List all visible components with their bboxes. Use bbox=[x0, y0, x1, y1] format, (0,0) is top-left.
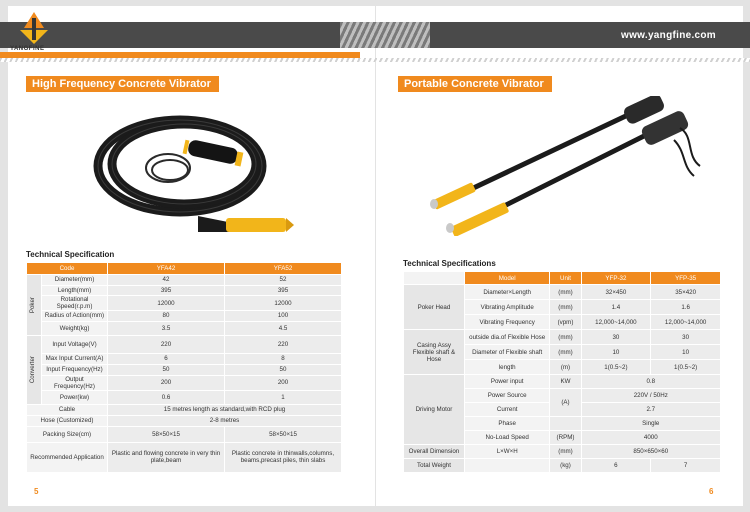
page-number-right: 6 bbox=[709, 487, 714, 496]
row-label: Current bbox=[464, 403, 550, 417]
cell: 220V / 50Hz bbox=[581, 389, 720, 403]
cell: 0.8 bbox=[581, 375, 720, 389]
row-label-overall: Overall Dimension bbox=[404, 445, 465, 459]
group-poker: Poker bbox=[27, 275, 42, 336]
cell: 200 bbox=[225, 375, 342, 390]
cell: 58×50×15 bbox=[225, 426, 342, 442]
cell-unit: (m) bbox=[550, 360, 581, 375]
col-header-model: Model bbox=[464, 272, 550, 285]
cell: Single bbox=[581, 417, 720, 431]
row-label: outside dia.of Flexible Hose bbox=[464, 330, 550, 345]
cell: 50 bbox=[108, 364, 225, 375]
section-title-high-frequency: High Frequency Concrete Vibrator bbox=[26, 76, 219, 92]
cell: 1.6 bbox=[651, 300, 721, 315]
cell: 100 bbox=[225, 311, 342, 322]
cell-unit: (mm) bbox=[550, 345, 581, 360]
cell-overall-param: L×W×H bbox=[464, 445, 550, 459]
cell: 200 bbox=[108, 375, 225, 390]
row-label: No-Load Speed bbox=[464, 431, 550, 445]
cell: 32×450 bbox=[581, 285, 651, 300]
cell-cable: 15 metres length as standard,with RCD plug bbox=[108, 404, 342, 415]
group-casing: Casing Assy Flexible shaft & Hose bbox=[404, 330, 465, 375]
row-label: Power input bbox=[464, 375, 550, 389]
cell-unit: (mm) bbox=[550, 330, 581, 345]
row-label: Radius of Action(mm) bbox=[42, 311, 108, 322]
cell-unit: (mm) bbox=[550, 445, 581, 459]
portable-vibrator-image bbox=[424, 96, 714, 236]
row-label: Phase bbox=[464, 417, 550, 431]
cell: 0.6 bbox=[108, 390, 225, 404]
section-title-portable: Portable Concrete Vibrator bbox=[398, 76, 552, 92]
cell: 6 bbox=[581, 459, 651, 473]
website-url[interactable]: www.yangfine.com bbox=[621, 30, 716, 41]
cell-unit: (mm) bbox=[550, 300, 581, 315]
col-header-code: Code bbox=[27, 263, 108, 275]
row-label: Length(mm) bbox=[42, 285, 108, 296]
cell: 8 bbox=[225, 353, 342, 364]
row-label: Vibrating Amplitude bbox=[464, 300, 550, 315]
brand-name: YANGFINE bbox=[10, 46, 45, 52]
cell: 30 bbox=[581, 330, 651, 345]
cell: 2.7 bbox=[581, 403, 720, 417]
row-label: Max Input Current(A) bbox=[42, 353, 108, 364]
row-label: Output Frequency(Hz) bbox=[42, 375, 108, 390]
row-label: Input Frequency(Hz) bbox=[42, 364, 108, 375]
cell-unit: (vpm) bbox=[550, 315, 581, 330]
cell: 12,000~14,000 bbox=[651, 315, 721, 330]
cell: Plastic concrete in thinwalls,columns, beams,precast piles, thin slabs bbox=[225, 442, 342, 472]
cell: 6 bbox=[108, 353, 225, 364]
cell: 1 bbox=[225, 390, 342, 404]
cell: 10 bbox=[581, 345, 651, 360]
col-header-yfp32: YFP-32 bbox=[581, 272, 651, 285]
cell: 58×50×15 bbox=[108, 426, 225, 442]
col-header-empty bbox=[404, 272, 465, 285]
cell: 50 bbox=[225, 364, 342, 375]
cell-unit: (A) bbox=[550, 389, 581, 417]
cell: 4.5 bbox=[225, 321, 342, 335]
row-label: Diameter(mm) bbox=[42, 275, 108, 286]
row-label: Power Source bbox=[464, 389, 550, 403]
cell-unit: KW bbox=[550, 375, 581, 389]
cell-empty bbox=[464, 459, 550, 473]
spec-table-right bbox=[403, 271, 721, 473]
col-header-yfa52: YFA52 bbox=[225, 263, 342, 275]
row-label: Diameter of Flexible shaft bbox=[464, 345, 550, 360]
cell: 4000 bbox=[581, 431, 720, 445]
spec-title-left: Technical Specification bbox=[26, 250, 115, 259]
cell: 12000 bbox=[108, 296, 225, 311]
cell-unit: (mm) bbox=[550, 285, 581, 300]
cell: 52 bbox=[225, 275, 342, 286]
row-label: Vibrating Frequency bbox=[464, 315, 550, 330]
col-header-yfa42: YFA42 bbox=[108, 263, 225, 275]
cell: 220 bbox=[225, 335, 342, 353]
cell: 7 bbox=[651, 459, 721, 473]
cell: 1.4 bbox=[581, 300, 651, 315]
col-header-yfp35: YFP-35 bbox=[651, 272, 721, 285]
row-label-weight: Total Weight bbox=[404, 459, 465, 473]
page-number-left: 5 bbox=[34, 487, 39, 496]
group-poker-head: Poker Head bbox=[404, 285, 465, 330]
cell: 42 bbox=[108, 275, 225, 286]
row-label: Rotational Speed(r.p.m) bbox=[42, 296, 108, 311]
spec-table-left bbox=[26, 262, 342, 473]
col-header-unit: Unit bbox=[550, 272, 581, 285]
row-label: Power(kw) bbox=[42, 390, 108, 404]
cell: 220 bbox=[108, 335, 225, 353]
cell: 12000 bbox=[225, 296, 342, 311]
brand-logo bbox=[10, 10, 58, 50]
cell: 3.5 bbox=[108, 321, 225, 335]
cell-unit bbox=[550, 417, 581, 431]
row-label-hose: Hose (Customized) bbox=[27, 415, 108, 426]
cell: 1(0.5~2) bbox=[651, 360, 721, 375]
cell: Plastic and flowing concrete in very thin plate,beam bbox=[108, 442, 225, 472]
row-label-cable: Cable bbox=[27, 404, 108, 415]
cell: 35×420 bbox=[651, 285, 721, 300]
cell: 10 bbox=[651, 345, 721, 360]
cell-hose: 2-8 metres bbox=[108, 415, 342, 426]
cell-unit: (kg) bbox=[550, 459, 581, 473]
spec-title-right: Technical Specifications bbox=[403, 259, 496, 268]
cell: 395 bbox=[225, 285, 342, 296]
row-label: Diameter×Length bbox=[464, 285, 550, 300]
high-frequency-vibrator-image bbox=[88, 108, 308, 248]
cell: 395 bbox=[108, 285, 225, 296]
row-label-packing: Packing Size(cm) bbox=[27, 426, 108, 442]
cell: 1(0.5~2) bbox=[581, 360, 651, 375]
group-driving-motor: Driving Motor bbox=[404, 375, 465, 445]
cell: 30 bbox=[651, 330, 721, 345]
header-stripe-line bbox=[0, 58, 750, 62]
row-label: Weight(kg) bbox=[42, 321, 108, 335]
row-label-application: Recommended Application bbox=[27, 442, 108, 472]
row-label: Input Voltage(V) bbox=[42, 335, 108, 353]
row-label: length bbox=[464, 360, 550, 375]
cell: 80 bbox=[108, 311, 225, 322]
header-stripes bbox=[340, 22, 430, 48]
cell-overall-value: 850×650×60 bbox=[581, 445, 720, 459]
cell: 12,000~14,000 bbox=[581, 315, 651, 330]
group-converter: Converter bbox=[27, 335, 42, 404]
cell-unit: (RPM) bbox=[550, 431, 581, 445]
